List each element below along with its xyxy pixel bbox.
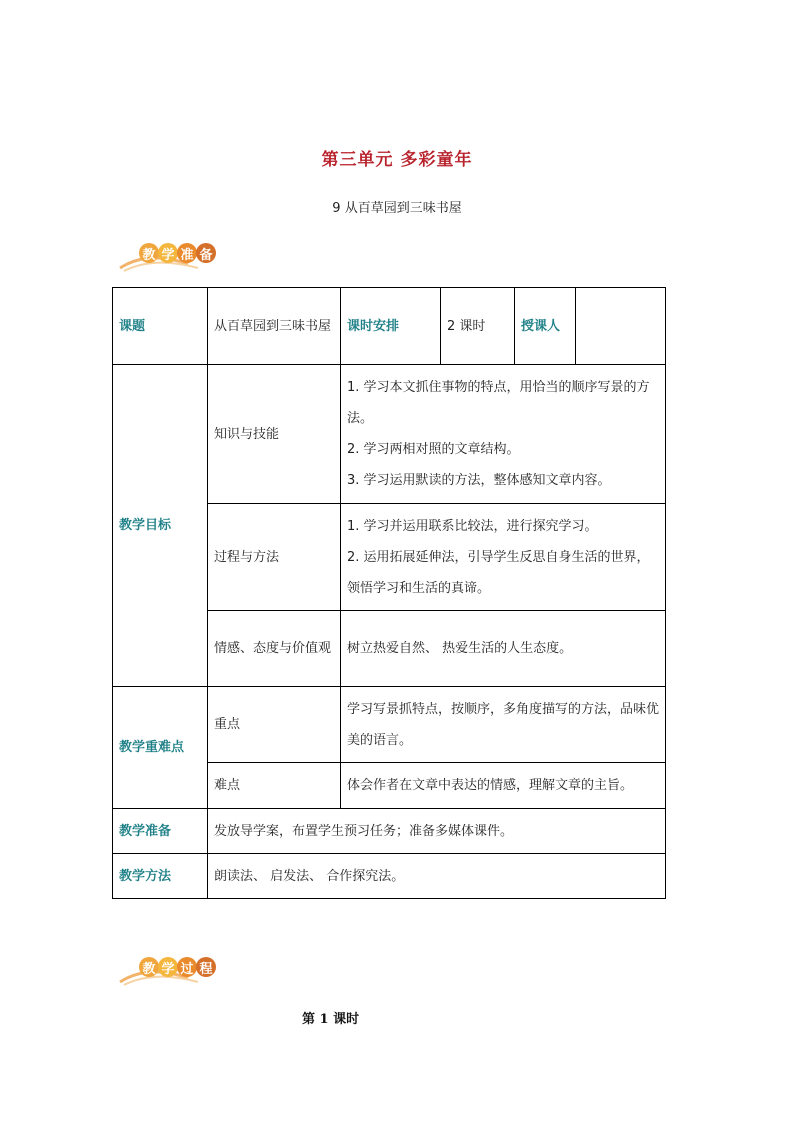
topic-label: 课题 bbox=[113, 288, 208, 365]
unit-title: 第三单元 多彩童年 bbox=[321, 150, 473, 170]
knowledge-label: 知识与技能 bbox=[208, 365, 341, 504]
lesson-title: 9 从百草园到三味书屋 bbox=[332, 201, 462, 216]
key-label: 重点 bbox=[208, 687, 341, 763]
teaching-prep-banner bbox=[118, 238, 228, 272]
process-label: 过程与方法 bbox=[208, 504, 341, 611]
goals-label: 教学目标 bbox=[113, 365, 208, 687]
emotion-value: 树立热爱自然、 热爱生活的人生态度。 bbox=[341, 611, 666, 687]
hard-value: 体会作者在文章中表达的情感，理解文章的主旨。 bbox=[341, 763, 666, 809]
prep-label: 教学准备 bbox=[113, 809, 208, 854]
topic-value: 从百草园到三味书屋 bbox=[208, 288, 341, 365]
method-value: 朗读法、 启发法、 合作探究法。 bbox=[208, 854, 666, 899]
banner-char: 准 bbox=[177, 243, 197, 263]
list-item: 2. 运用拓展延伸法，引导学生反思自身生活的世界，领悟学习和生活的真谛。 bbox=[347, 549, 650, 596]
teaching-process-banner bbox=[118, 952, 228, 986]
teacher-value bbox=[576, 288, 666, 365]
session-heading: 第 1 课时 bbox=[302, 1012, 360, 1027]
banner-char: 教 bbox=[139, 957, 159, 977]
banner-char: 教 bbox=[139, 243, 159, 263]
difficulty-label: 教学重难点 bbox=[113, 687, 208, 809]
list-item: 1. 学习本文抓住事物的特点，用恰当的顺序写景的方法。 bbox=[347, 380, 650, 426]
list-item: 1. 学习并运用联系比较法，进行探究学习。 bbox=[347, 518, 598, 534]
knowledge-items bbox=[341, 365, 666, 504]
key-value: 学习写景抓特点，按顺序，多角度描写的方法，品味优美的语言。 bbox=[341, 687, 666, 763]
hard-label: 难点 bbox=[208, 763, 341, 809]
prep-value: 发放导学案，布置学生预习任务；准备多媒体课件。 bbox=[208, 809, 666, 854]
process-items bbox=[341, 504, 666, 611]
method-label: 教学方法 bbox=[113, 854, 208, 899]
list-item: 2. 学习两相对照的文章结构。 bbox=[347, 442, 520, 457]
schedule-label: 课时安排 bbox=[341, 288, 441, 365]
banner-char: 备 bbox=[196, 243, 216, 263]
schedule-value: 2 课时 bbox=[441, 288, 515, 365]
teacher-label: 授课人 bbox=[515, 288, 576, 365]
list-item: 3. 学习运用默读的方法，整体感知文章内容。 bbox=[347, 473, 611, 488]
banner-char: 过 bbox=[177, 957, 197, 977]
emotion-label: 情感、态度与价值观 bbox=[208, 611, 341, 687]
banner-char: 学 bbox=[158, 243, 178, 263]
banner-char: 程 bbox=[196, 957, 216, 977]
banner-char: 学 bbox=[158, 957, 178, 977]
lesson-plan-table bbox=[112, 287, 666, 899]
